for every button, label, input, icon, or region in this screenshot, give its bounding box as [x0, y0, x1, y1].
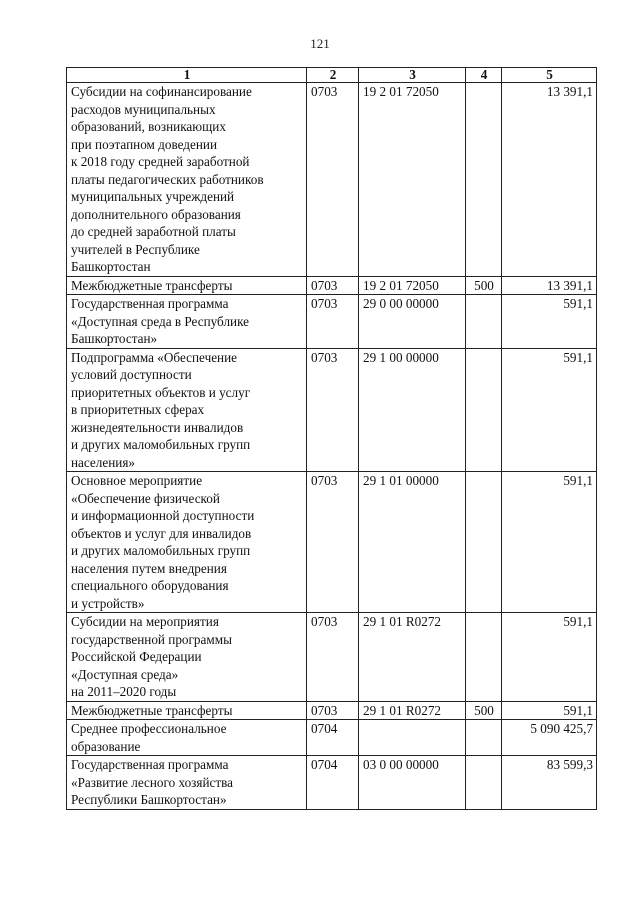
row-section-code: 0703 — [307, 276, 359, 295]
row-amount: 13 391,1 — [502, 83, 597, 277]
header-row — [67, 68, 597, 83]
row-amount: 591,1 — [502, 348, 597, 472]
row-target-code: 19 2 01 72050 — [359, 83, 466, 277]
column-header-name: 1 — [67, 68, 307, 83]
row-section-code: 0703 — [307, 472, 359, 613]
column-header-amount: 5 — [502, 68, 597, 83]
row-section-code: 0703 — [307, 295, 359, 349]
row-section-code: 0703 — [307, 348, 359, 472]
table-row — [67, 348, 597, 472]
column-header-kind: 4 — [466, 68, 502, 83]
row-target-code: 19 2 01 72050 — [359, 276, 466, 295]
row-amount: 591,1 — [502, 472, 597, 613]
row-expense-kind — [466, 472, 502, 613]
page-number: 121 — [310, 36, 330, 51]
row-amount: 591,1 — [502, 295, 597, 349]
row-expense-kind — [466, 613, 502, 702]
table-row — [67, 613, 597, 702]
row-expense-kind — [466, 295, 502, 349]
row-section-code: 0703 — [307, 83, 359, 277]
table-row — [67, 756, 597, 810]
row-target-code: 03 0 00 00000 — [359, 756, 466, 810]
row-section-code: 0704 — [307, 756, 359, 810]
table-row — [67, 701, 597, 720]
table-body — [67, 83, 597, 810]
row-name: Среднее профессиональное образование — [67, 720, 307, 756]
row-target-code: 29 1 01 00000 — [359, 472, 466, 613]
table-row — [67, 83, 597, 277]
table-header — [67, 68, 597, 83]
row-amount: 5 090 425,7 — [502, 720, 597, 756]
row-name: Основное мероприятие «Обеспечение физической и информационной доступности объектов и услуг для инвалидов и других маломобильных групп населения путем внедрения специального оборудования и устройств» — [67, 472, 307, 613]
row-target-code: 29 0 00 00000 — [359, 295, 466, 349]
row-section-code: 0703 — [307, 613, 359, 702]
row-target-code: 29 1 01 R0272 — [359, 701, 466, 720]
row-amount: 591,1 — [502, 701, 597, 720]
row-target-code — [359, 720, 466, 756]
row-amount: 83 599,3 — [502, 756, 597, 810]
row-target-code: 29 1 01 R0272 — [359, 613, 466, 702]
row-expense-kind — [466, 348, 502, 472]
budget-table — [66, 67, 597, 810]
row-expense-kind — [466, 720, 502, 756]
row-target-code: 29 1 00 00000 — [359, 348, 466, 472]
row-name: Межбюджетные трансферты — [67, 701, 307, 720]
row-name: Субсидии на софинансирование расходов муниципальных образований, возникающих при поэтапном доведении к 2018 году средней заработной платы педагогических работников муниципальных учреждений дополнительного образования до средней заработной платы учителей в Республике Башкортостан — [67, 83, 307, 277]
row-name: Государственная программа «Развитие лесного хозяйства Республики Башкортостан» — [67, 756, 307, 810]
row-expense-kind — [466, 83, 502, 277]
row-expense-kind: 500 — [466, 701, 502, 720]
row-section-code: 0704 — [307, 720, 359, 756]
row-name: Межбюджетные трансферты — [67, 276, 307, 295]
table-row — [67, 472, 597, 613]
column-header-section: 2 — [307, 68, 359, 83]
row-name: Государственная программа «Доступная среда в Республике Башкортостан» — [67, 295, 307, 349]
row-name: Подпрограмма «Обеспечение условий доступности приоритетных объектов и услуг в приоритетных сферах жизнедеятельности инвалидов и других маломобильных групп населения» — [67, 348, 307, 472]
row-expense-kind: 500 — [466, 276, 502, 295]
table-row — [67, 295, 597, 349]
row-amount: 591,1 — [502, 613, 597, 702]
table-row — [67, 720, 597, 756]
row-section-code: 0703 — [307, 701, 359, 720]
row-name: Субсидии на мероприятия государственной программы Российской Федерации «Доступная среда» на 2011–2020 годы — [67, 613, 307, 702]
column-header-target: 3 — [359, 68, 466, 83]
table-row — [67, 276, 597, 295]
row-amount: 13 391,1 — [502, 276, 597, 295]
row-expense-kind — [466, 756, 502, 810]
